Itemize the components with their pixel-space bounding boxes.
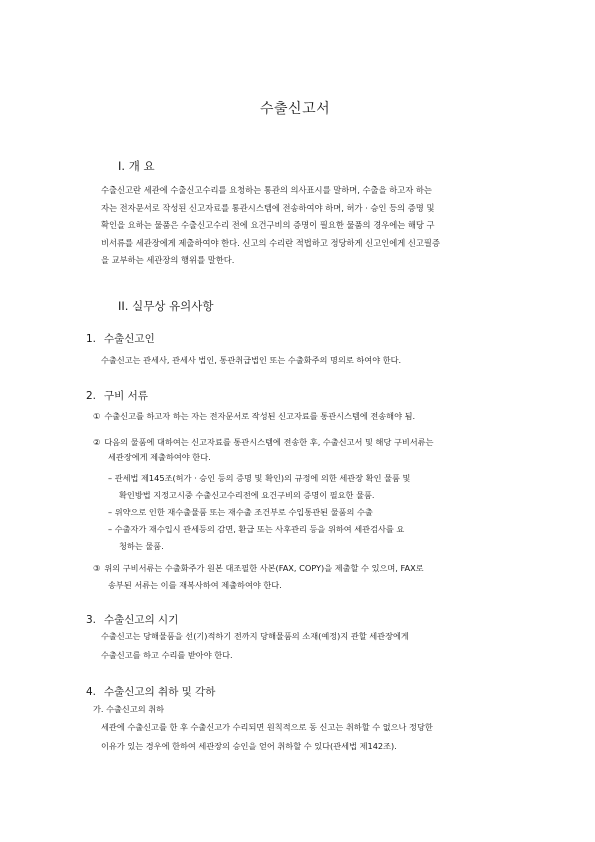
subsection-3-line-2: 수출신고를 하고 수리를 받아야 한다.	[101, 650, 233, 660]
list-item-2-continued: 세관장에게 제출하여야 한다.	[108, 452, 211, 462]
subsection-4a-line-1: 세관에 수출신고를 한 후 수출신고가 수리되면 원칙적으로 동 신고는 취하할 수 없으나 정당한	[101, 722, 433, 732]
section1-heading: I. 개 요	[118, 159, 155, 173]
dash-item-1: – 관세법 제145조(허가 · 승인 등의 증명 및 확인)의 규정에 의한 세관장 확인 물품 및	[108, 473, 411, 483]
item-text: 위의 구비서류는 수출화주가 원본 대조필한 사본(FAX, COPY)을 제출할 수 있으며, FAX로	[104, 563, 424, 573]
list-item-2	[93, 437, 434, 448]
subsection-number: 2.	[86, 390, 97, 402]
subsection-1-body: 수출신고는 관세사, 관세사 법인, 통관취급법인 또는 수출화주의 명의로 하여야 한다.	[101, 355, 402, 365]
subsection-number: 1.	[86, 333, 97, 345]
section1-paragraph	[101, 182, 440, 270]
list-item-3-continued: 송부된 서류는 이를 재복사하여 제출하여야 한다.	[108, 580, 282, 590]
item-text: 다음의 물품에 대하여는 신고자료를 통관시스템에 전송한 후, 수출신고서 및 해당 구비서류는	[104, 437, 434, 447]
paragraph-line: 자는 전자문서로 작성된 신고자료를 통관시스템에 전송하여야 하며, 허가 · 승인 등의 증명 및	[101, 202, 435, 213]
list-item-1	[93, 411, 415, 422]
subsection-title: 수출신고인	[104, 333, 155, 345]
item-text: 수출신고를 하고자 하는 자는 전자문서로 작성된 신고자료를 통관시스템에 전송해야 됨.	[104, 411, 416, 421]
subsection-title: 수출신고의 시기	[104, 614, 179, 626]
subsection-4a-line-2: 이유가 있는 경우에 한하여 세관장의 승인을 얻어 취하할 수 있다(관세법 제142조).	[101, 741, 397, 751]
subsection-4a-heading: 가. 수출신고의 취하	[93, 704, 165, 714]
item-marker: ③	[93, 563, 101, 573]
subsection-2-heading	[86, 388, 148, 403]
subsection-title: 구비 서류	[104, 390, 148, 402]
paragraph-line: 수출신고란 세관에 수출신고수리를 요청하는 통관의 의사표시를 말하며, 수출을 하고자 하는	[101, 185, 432, 195]
subsection-4-heading	[86, 684, 215, 699]
section2-heading: II. 실무상 유의사항	[118, 299, 214, 313]
subsection-title: 수출신고의 취하 및 각하	[104, 686, 216, 698]
paragraph-line: 확인을 요하는 물품은 수출신고수리 전에 요건구비의 증명이 필요한 물품의 경우에는 해당 구	[101, 220, 435, 230]
subsection-number: 4.	[86, 686, 97, 698]
subsection-3-heading	[86, 612, 178, 627]
dash-item-1-continued: 확인방법 지정고시중 수출신고수리전에 요건구비의 증명이 필요한 물품.	[119, 490, 375, 500]
item-marker: ①	[93, 411, 101, 421]
paragraph-line: 비서류를 세관장에게 제출하여야 한다. 신고의 수리란 적법하고 정당하게 신고인에게 신고필증	[101, 237, 440, 248]
subsection-1-heading	[86, 331, 155, 346]
dash-item-3-continued: 청하는 물품.	[119, 541, 164, 551]
subsection-number: 3.	[86, 614, 97, 626]
dash-item-3: – 수출자가 재수입시 관세등의 감면, 환급 또는 사후관리 등을 위하여 세관검사를 요	[108, 524, 405, 534]
subsection-3-line-1: 수출신고는 당해물품을 선(기)적하기 전까지 당해물품의 소재(예정)지 관할 세관장에게	[101, 631, 409, 641]
document-title: 수출신고서	[260, 101, 331, 117]
dash-item-2: – 위약으로 인한 재수출물품 또는 재수출 조건부로 수입통관된 물품의 수출	[108, 507, 373, 517]
item-marker: ②	[93, 437, 101, 447]
paragraph-line: 을 교부하는 세관장의 행위를 말한다.	[101, 255, 235, 265]
list-item-3	[93, 563, 424, 574]
